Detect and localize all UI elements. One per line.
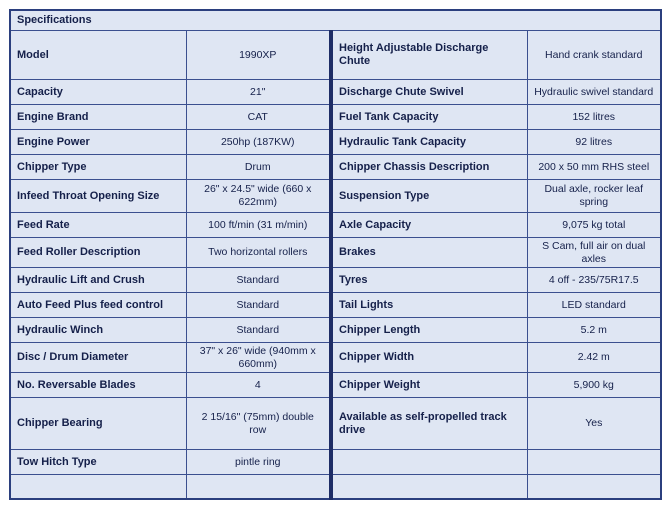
spec-value: 9,075 kg total	[527, 213, 661, 238]
spec-label	[331, 450, 527, 475]
spec-value	[186, 475, 331, 499]
table-row	[10, 31, 661, 80]
spec-value: 92 litres	[527, 130, 661, 155]
spec-value: 4	[186, 373, 331, 398]
spec-value: 21"	[186, 80, 331, 105]
table-row	[10, 343, 661, 373]
spec-label: No. Reversable Blades	[10, 373, 186, 398]
spec-label: Hydraulic Winch	[10, 318, 186, 343]
spec-label: Suspension Type	[331, 180, 527, 213]
specifications-table	[9, 9, 662, 500]
spec-label: Disc / Drum Diameter	[10, 343, 186, 373]
spec-label: Capacity	[10, 80, 186, 105]
spec-value: Hand crank standard	[527, 31, 661, 80]
spec-value: Standard	[186, 268, 331, 293]
spec-value	[527, 475, 661, 499]
spec-label: Available as self-propelled track drive	[331, 398, 527, 450]
spec-value: S Cam, full air on dual axles	[527, 238, 661, 268]
spec-value: 37" x 26" wide (940mm x 660mm)	[186, 343, 331, 373]
spec-label: Engine Brand	[10, 105, 186, 130]
spec-label: Tow Hitch Type	[10, 450, 186, 475]
spec-value: Drum	[186, 155, 331, 180]
spec-value: 2 15/16" (75mm) double row	[186, 398, 331, 450]
spec-label: Feed Roller Description	[10, 238, 186, 268]
spec-label: Brakes	[331, 238, 527, 268]
table-row	[10, 130, 661, 155]
spec-value: 5.2 m	[527, 318, 661, 343]
table-row	[10, 155, 661, 180]
table-row	[10, 398, 661, 450]
spec-label	[10, 475, 186, 499]
spec-label	[331, 475, 527, 499]
table-row	[10, 213, 661, 238]
spec-value: Standard	[186, 293, 331, 318]
spec-value: 1990XP	[186, 31, 331, 80]
spec-value: Yes	[527, 398, 661, 450]
table-row	[10, 268, 661, 293]
spec-label: Infeed Throat Opening Size	[10, 180, 186, 213]
spec-value: LED standard	[527, 293, 661, 318]
table-row	[10, 105, 661, 130]
spec-label: Chipper Type	[10, 155, 186, 180]
spec-label: Discharge Chute Swivel	[331, 80, 527, 105]
spec-value: 152 litres	[527, 105, 661, 130]
spec-label: Hydraulic Tank Capacity	[331, 130, 527, 155]
spec-label: Tail Lights	[331, 293, 527, 318]
table-row	[10, 238, 661, 268]
table-row	[10, 318, 661, 343]
spec-label: Chipper Length	[331, 318, 527, 343]
spec-value: 2.42 m	[527, 343, 661, 373]
table-row	[10, 293, 661, 318]
table-row	[10, 80, 661, 105]
spec-label: Tyres	[331, 268, 527, 293]
spec-value: 100 ft/min (31 m/min)	[186, 213, 331, 238]
spec-label: Chipper Width	[331, 343, 527, 373]
spec-value: 250hp (187KW)	[186, 130, 331, 155]
spec-value: Standard	[186, 318, 331, 343]
spec-value: Hydraulic swivel standard	[527, 80, 661, 105]
table-row	[10, 180, 661, 213]
spec-label: Axle Capacity	[331, 213, 527, 238]
spec-label: Engine Power	[10, 130, 186, 155]
spec-value: 5,900 kg	[527, 373, 661, 398]
spec-label: Auto Feed Plus feed control	[10, 293, 186, 318]
table-title: Specifications	[10, 10, 661, 31]
spec-label: Model	[10, 31, 186, 80]
spec-label: Hydraulic Lift and Crush	[10, 268, 186, 293]
spec-value: 26" x 24.5" wide (660 x 622mm)	[186, 180, 331, 213]
spec-value	[527, 450, 661, 475]
spec-value: Two horizontal rollers	[186, 238, 331, 268]
spec-value: pintle ring	[186, 450, 331, 475]
title-row	[10, 10, 661, 31]
table-row	[10, 475, 661, 499]
spec-value: 4 off - 235/75R17.5	[527, 268, 661, 293]
table-row	[10, 450, 661, 475]
spec-label: Chipper Weight	[331, 373, 527, 398]
spec-label: Chipper Chassis Description	[331, 155, 527, 180]
spec-label: Feed Rate	[10, 213, 186, 238]
spec-value: CAT	[186, 105, 331, 130]
spec-value: Dual axle, rocker leaf spring	[527, 180, 661, 213]
table-row	[10, 373, 661, 398]
spec-value: 200 x 50 mm RHS steel	[527, 155, 661, 180]
spec-label: Fuel Tank Capacity	[331, 105, 527, 130]
spec-label: Chipper Bearing	[10, 398, 186, 450]
spec-label: Height Adjustable Discharge Chute	[331, 31, 527, 80]
